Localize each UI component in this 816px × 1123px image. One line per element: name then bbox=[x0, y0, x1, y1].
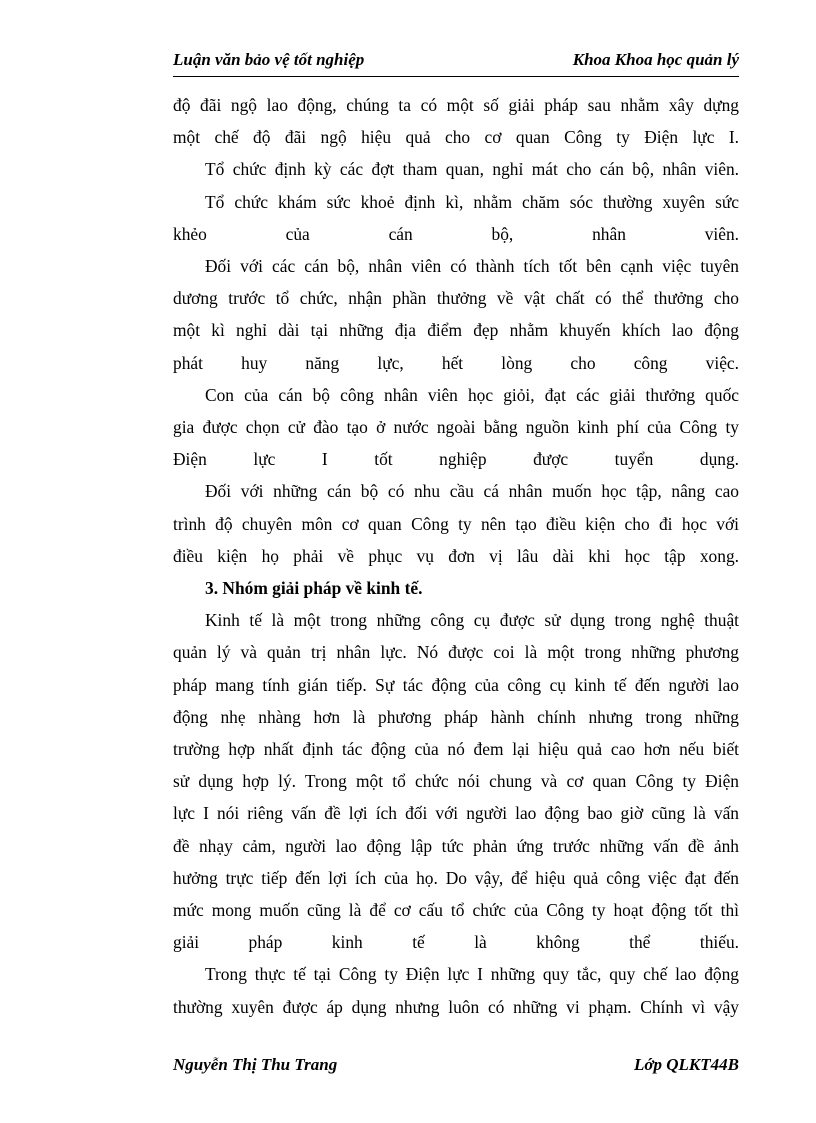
text-line: một chế độ đãi ngộ hiệu quả cho cơ quan Công ty Điện lực I. bbox=[173, 127, 739, 148]
text-line: trình độ chuyên môn cơ quan Công ty nên tạo điều kiện cho đi học với bbox=[173, 513, 739, 534]
text-line: độ đãi ngộ lao động, chúng ta có một số giải pháp sau nhằm xây dựng bbox=[173, 95, 739, 115]
text-line: Con của cán bộ công nhân viên học giỏi, đạt các giải thưởng quốc bbox=[205, 384, 739, 405]
text-line: hưởng trực tiếp đến lợi ích của họ. Do vậy, để hiệu quả công việc đạt đến bbox=[173, 867, 739, 888]
paragraph bbox=[173, 604, 739, 958]
text-line: pháp mang tính gián tiếp. Sự tác động của công cụ kinh tế đến người lao bbox=[173, 674, 739, 695]
page-header bbox=[173, 49, 739, 71]
text-line: mức mong muốn cũng là để cơ cấu tổ chức của Công ty hoạt động tốt thì bbox=[173, 900, 739, 921]
paragraph bbox=[173, 153, 739, 185]
text-line: phát huy năng lực, hết lòng cho công việc. bbox=[173, 352, 739, 373]
paragraph bbox=[173, 379, 739, 476]
text-line: Đối với những cán bộ có nhu cầu cá nhân muốn học tập, nâng cao bbox=[205, 481, 739, 502]
text-line: một kì nghỉ dài tại những địa điểm đẹp nhằm khuyến khích lao động bbox=[173, 320, 739, 341]
text-line: giải pháp kinh tế là không thể thiếu. bbox=[173, 932, 739, 953]
header-divider bbox=[173, 76, 739, 77]
text-line: khẻo của cán bộ, nhân viên. bbox=[173, 223, 739, 244]
text-line: Trong thực tế tại Công ty Điện lực I những quy tắc, quy chế lao động bbox=[205, 964, 739, 985]
text-line: Tổ chức định kỳ các đợt tham quan, nghỉ mát cho cán bộ, nhân viên. bbox=[205, 159, 739, 180]
header-faculty: Khoa Khoa học quản lý bbox=[572, 50, 739, 69]
text-line: lực I nói riêng vấn đề lợi ích đối với người lao động bao giờ cũng là vấn bbox=[173, 803, 739, 824]
text-line: Điện lực I tốt nghiệp được tuyển dụng. bbox=[173, 449, 739, 470]
paragraph bbox=[173, 958, 739, 1022]
text-line: thường xuyên được áp dụng nhưng luôn có những vi phạm. Chính vì vậy bbox=[173, 996, 739, 1017]
footer-class: Lớp QLKT44B bbox=[634, 1055, 739, 1074]
text-line: dương trước tổ chức, nhận phần thưởng về vật chất có thể thưởng cho bbox=[173, 288, 739, 309]
paragraph bbox=[173, 186, 739, 250]
paragraph bbox=[173, 475, 739, 572]
text-line: quản lý và quản trị nhân lực. Nó được coi là một trong những phương bbox=[173, 642, 739, 663]
paragraph bbox=[173, 89, 739, 153]
text-line: trường hợp nhất định tác động của nó đem lại hiệu quả cao hơn nếu biết bbox=[173, 739, 739, 760]
body-text bbox=[173, 89, 739, 1023]
text-line: sử dụng hợp lý. Trong một tổ chức nói chung và cơ quan Công ty Điện bbox=[173, 771, 739, 792]
text-line: điều kiện họ phải về phục vụ đơn vị lâu dài khi học tập xong. bbox=[173, 545, 739, 566]
text-line: gia được chọn cử đào tạo ở nước ngoài bằng nguồn kinh phí của Công ty bbox=[173, 417, 739, 438]
section-heading: 3. Nhóm giải pháp về kinh tế. bbox=[205, 578, 423, 599]
footer-author: Nguyễn Thị Thu Trang bbox=[173, 1055, 338, 1074]
text-line: động nhẹ nhàng hơn là phương pháp hành chính nhưng trong những bbox=[173, 706, 739, 727]
text-line: Kinh tế là một trong những công cụ được sử dụng trong nghệ thuật bbox=[205, 610, 739, 631]
paragraph bbox=[173, 250, 739, 379]
text-line: đề nhạy cảm, người lao động lập tức phản ứng trước những vấn đề ảnh bbox=[173, 835, 739, 856]
text-line: Tổ chức khám sức khoẻ định kì, nhằm chăm sóc thường xuyên sức bbox=[205, 191, 739, 212]
header-thesis-title: Luận văn bảo vệ tốt nghiệp bbox=[173, 50, 365, 69]
text-line: Đối với các cán bộ, nhân viên có thành tích tốt bên cạnh việc tuyên bbox=[205, 256, 739, 277]
page-footer bbox=[173, 1054, 739, 1076]
